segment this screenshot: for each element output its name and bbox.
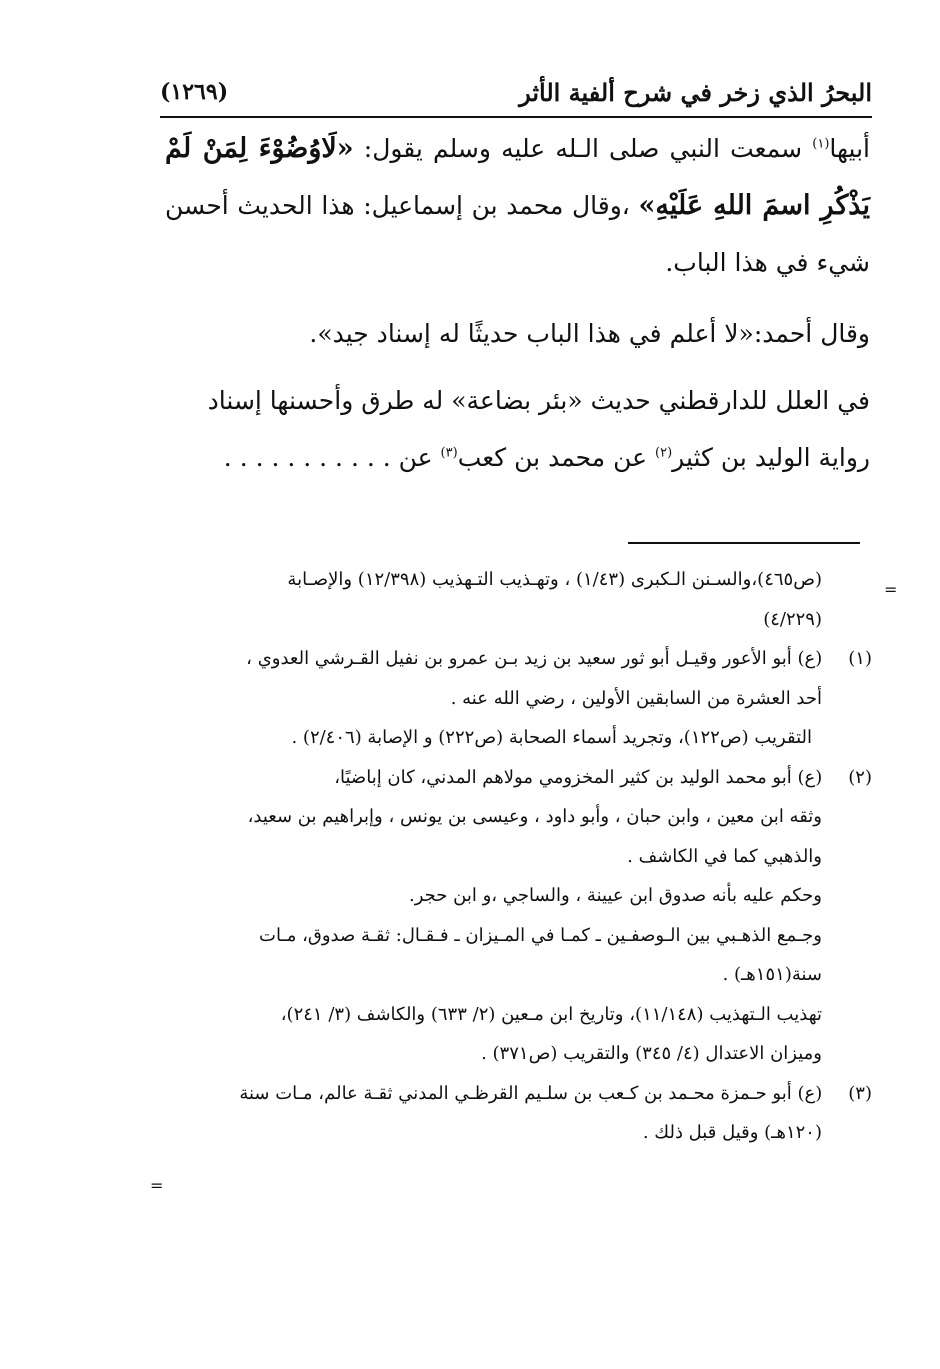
main-text xyxy=(165,120,870,486)
fn1-number: (١) xyxy=(848,648,872,669)
p3-c: عن xyxy=(398,443,441,472)
margin-mark-lower: = xyxy=(150,1176,164,1195)
fn-cont-line2: (٤/٢٢٩) xyxy=(763,608,822,630)
footnote-ref-2: (٢) xyxy=(655,445,673,461)
fn2-line2: وثقه ابن معين ، وابن حبان ، وأبو داود ، وعيسى بن يونس ، وإبراهيم بن سعيد، xyxy=(247,806,822,827)
paragraph-3 xyxy=(165,372,870,486)
p1-tail: ،وقال محمد بن إسماعيل: هذا الحديث أحسن شيء في هذا الباب. xyxy=(165,191,870,277)
footnotes xyxy=(160,560,872,1153)
paragraph-2: وقال أحمد:«لا أعلم في هذا الباب حديثًا له إسناد جيد». xyxy=(309,319,870,348)
p3-a: رواية الوليد بن كثير xyxy=(672,443,870,472)
fn1-line3: التقريب (ص١٢٢)، وتجريد أسماء الصحابة (ص٢٢٢) و الإصابة (٢/٤٠٦) . xyxy=(291,727,812,748)
fn2-number: (٢) xyxy=(848,766,872,788)
header-rule xyxy=(160,116,872,118)
fn3-number: (٣) xyxy=(848,1082,872,1104)
fn2-text: (ع) أبو محمد الوليد بن كثير المخزومي مولاهم المدني، كان إباضيًا، xyxy=(334,766,823,788)
fn3-line2: (١٢٠هـ) وقيل قبل ذلك . xyxy=(642,1122,822,1143)
fn2-line8: وميزان الاعتدال (٤/ ٣٤٥) والتقريب (ص٣٧١) . xyxy=(481,1043,822,1064)
paragraph-1 xyxy=(165,120,870,291)
fn2-line6: سنة(١٥١هـ) . xyxy=(722,964,822,985)
footnote-ref-3: (٣) xyxy=(440,445,458,461)
p1-text: سمعت النبي صلى الـله عليه وسلم يقول: xyxy=(353,134,813,163)
ellipsis-dots: . . . . . . . . . . . xyxy=(223,443,399,472)
margin-mark-upper: = xyxy=(884,580,898,599)
running-header xyxy=(160,72,872,112)
fn2-line5: وجـمع الذهـبي بين الـوصفـين ـ كمـا في المـيزان ـ فـقـال: ثقـة صدوق، مـات xyxy=(259,924,822,946)
p3-b: عن محمد بن كعب xyxy=(457,443,656,472)
p1-start: أبيها xyxy=(829,134,870,163)
fn-cont-line1: (ص٤٦٥)،والسـنن الـكبرى (١/٤٣) ، وتهـذيب التـهذيب (١٢/٣٩٨) والإصـابة xyxy=(287,569,822,590)
fn1-line2: أحد العشرة من السابقين الأولين ، رضي الله عنه . xyxy=(450,687,822,709)
fn1-line1 xyxy=(160,639,872,679)
book-title: البحرُ الذي زخر في شرح ألفية الأثر xyxy=(519,77,872,107)
footnote-ref-1: (١) xyxy=(812,136,830,152)
fn3-text: (ع) أبو حـمزة محـمد بن كـعب بن سلـيم القرظـي المدني ثقـة عالم، مـات سنة xyxy=(239,1082,823,1104)
fn2-line3: والذهبي كما في الكاشف . xyxy=(627,845,822,867)
p3-line1: في العلل للدارقطني حديث «بئر بضاعة» له طرق وأحسنها إسناد xyxy=(207,386,870,415)
footnote-separator xyxy=(628,542,860,544)
fn2-line4: وحكم عليه بأنه صدوق ابن عيينة ، والساجي ،و ابن حجر. xyxy=(409,885,822,906)
fn1-text: (ع) أبو الأعور وقيـل أبو ثور سعيد بن زيد بـن عمرو بن نفيل القـرشي العدوي ، xyxy=(246,648,823,669)
fn2-line1 xyxy=(160,758,872,798)
fn2-line7: تهذيب الـتهذيب (١١/١٤٨)، وتاريخ ابن مـعين (٢/ ٦٣٣) والكاشف (٣/ ٢٤١)، xyxy=(280,1003,822,1025)
fn3-line1 xyxy=(160,1074,872,1114)
hadith-quote: «لَاوُضُوْءَ لِمَنْ لَمْ يَذْكُرِ اسمَ اللهِ عَلَيْهِ» xyxy=(165,133,870,221)
page-number: (١٢٦٩) xyxy=(160,79,229,105)
